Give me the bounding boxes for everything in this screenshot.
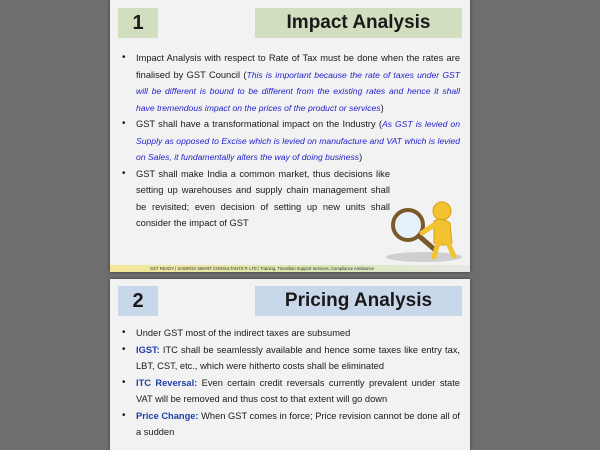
slide-body <box>122 325 460 441</box>
slide-title: Pricing Analysis <box>255 286 462 316</box>
bullet-item <box>122 116 460 166</box>
slide-footer: GST READY | SAIBROS SMART CONSULTANTS P. LTD | Training, Transition Support Services, Compliance Assistance <box>110 265 470 272</box>
bullet-text: GST shall have a transformational impact on the Industry ( <box>136 119 382 129</box>
bullet-item <box>122 375 460 408</box>
bullet-key: IGST: <box>136 344 160 355</box>
slide-page-2 <box>110 279 470 450</box>
bullet-item <box>122 342 460 375</box>
bullet-note: As GST is levied on Supply as opposed to Excise which is levied on manufacture and VAT which is levied on Sales, it fundamentally alters the way of doing business <box>136 119 460 162</box>
bullet-key: Price Change: <box>136 410 199 421</box>
slide-number: 2 <box>118 286 158 316</box>
bullet-text: Under GST most of the indirect taxes are subsumed <box>136 328 351 338</box>
bullet-text: Even certain credit reversals currently prevalent under state VAT will be removed and thus cost to that extent will go down <box>136 377 460 404</box>
slide-number: 1 <box>118 8 158 38</box>
bullet-note: This is important because the rate of taxes under GST will be different is bound to be different from the existing rates and hence it shall have tremendous impact on the prices of the product or services <box>136 69 460 113</box>
bullet-text: GST shall make India a common market, thus decisions like setting up warehouses and supply chain management shall be revisited; even decision of setting up new units shall consider the impact of GST <box>136 168 390 228</box>
bullet-tail: ) <box>380 102 384 113</box>
slide-title: Impact Analysis <box>255 8 462 38</box>
bullet-text: When GST comes in force; Price revision cannot be done all of a sudden <box>136 410 460 437</box>
bullet-item <box>122 325 460 342</box>
bullet-text: Impact Analysis with respect to Rate of Tax must be done when the rates are finalised by GST Council ( <box>136 53 460 80</box>
slide-page-1 <box>110 0 470 272</box>
bullet-text: ITC shall be seamlessly available and hence some taxes like entry tax, LBT, CST, etc., which were hitherto costs shall be eliminated <box>136 344 460 371</box>
bullet-item <box>122 50 460 116</box>
bullet-key: ITC Reversal: <box>136 377 198 388</box>
magnifying-glass-figure-icon <box>382 199 466 263</box>
bullet-item <box>122 408 460 441</box>
bullet-tail: ) <box>359 152 363 162</box>
